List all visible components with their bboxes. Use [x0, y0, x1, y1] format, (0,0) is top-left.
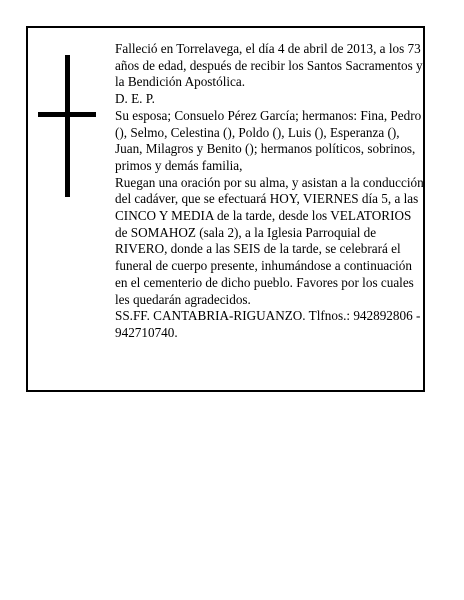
death-announcement: Falleció en Torrelavega, el día 4 de abril de 2013, a los 73 años de edad, después de recibir los Santos Sacramentos y la Bendición Apostólica.: [115, 41, 423, 90]
obituary-notice: [26, 26, 425, 392]
rip-abbreviation: D. E. P.: [115, 91, 155, 107]
obituary-text: [115, 41, 427, 342]
latin-cross-icon: [38, 55, 96, 197]
cross-vertical-bar: [65, 55, 70, 197]
funeral-details: Ruegan una oración por su alma, y asistan a la conducción del cadáver, que se efectuará HOY, VIERNES día 5, a las CINCO Y MEDIA de la tarde, desde los VELATORIOS de SOMAHOZ (sala 2), a la Iglesia Parroquial de RIVERO, donde a las SEIS de la tarde, se celebrará el funeral de cuerpo presente, inhumándose a continuación en el cementerio de dicho pueblo. Favores por los cuales les quedarán agradecidos.: [115, 174, 424, 307]
cross-horizontal-bar: [38, 112, 96, 117]
funeral-home-contact: SS.FF. CANTABRIA-RIGUANZO. Tlfnos.: 942892806 - 942710740.: [115, 308, 421, 340]
family-list: Su esposa; Consuelo Pérez García; hermanos: Fina, Pedro (), Selmo, Celestina (), Poldo (), Luis (), Esperanza (), Juan, Milagros y Benito (); hermanos políticos, sobrinos, primos y demás familia,: [115, 107, 422, 173]
